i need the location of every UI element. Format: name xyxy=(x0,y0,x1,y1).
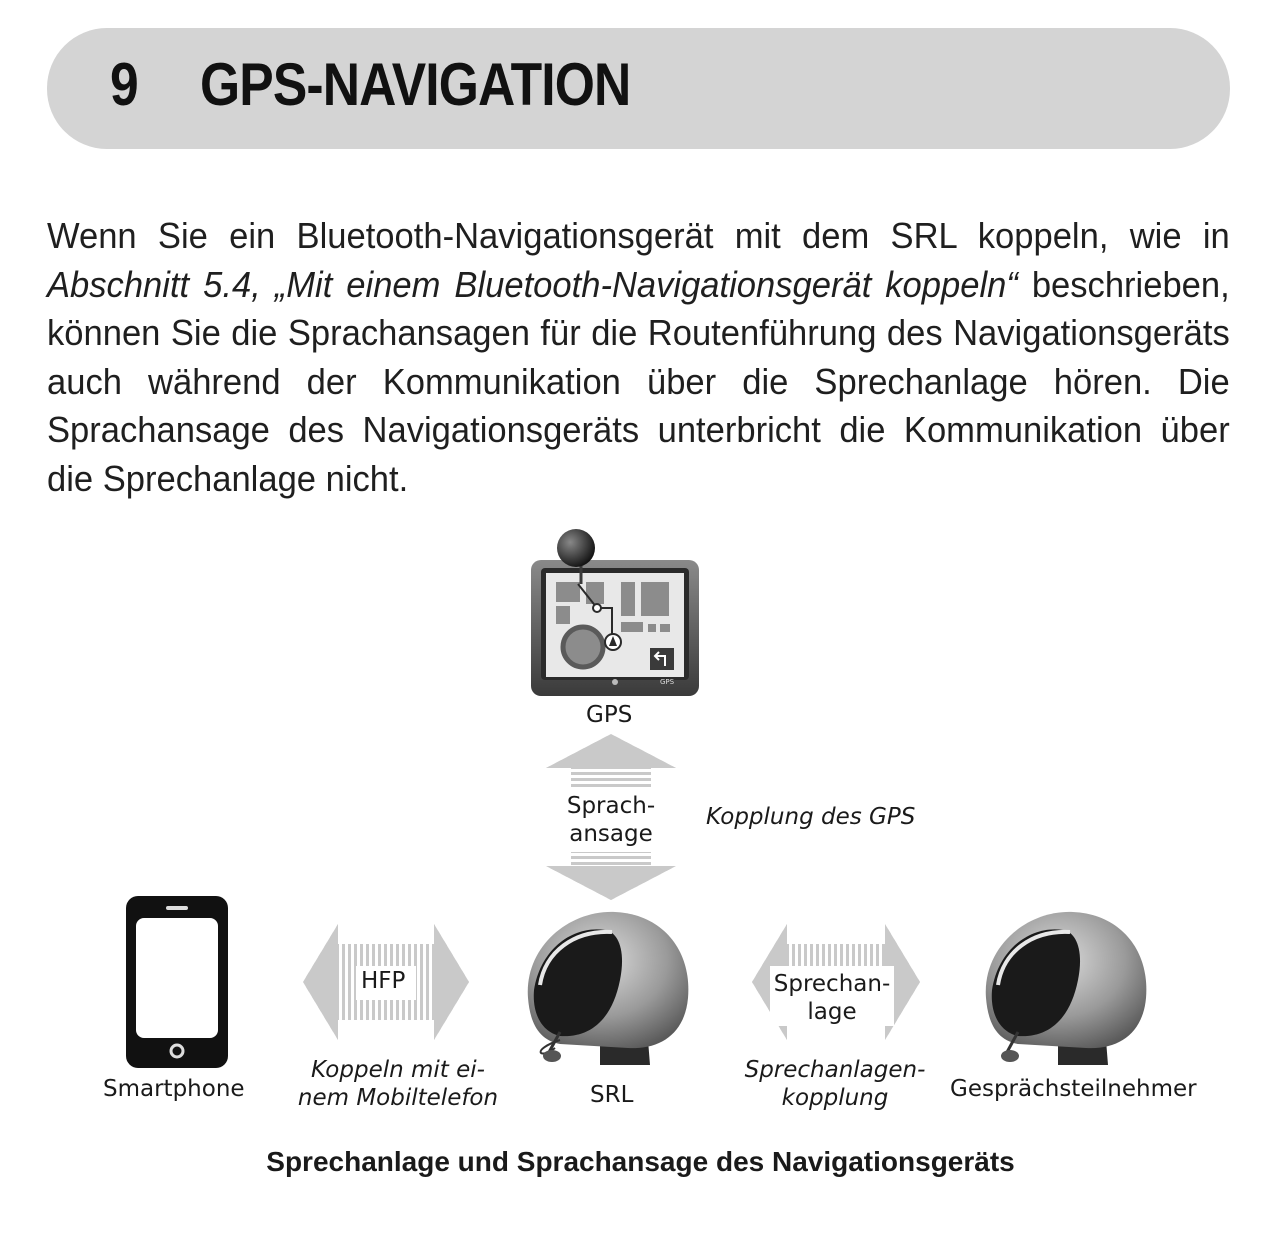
intercom-pairing-line2: kopplung xyxy=(781,1085,889,1111)
srl-helmet-icon xyxy=(528,912,689,1065)
chapter-number: 9 xyxy=(110,51,138,118)
gps-screen-label: GPS xyxy=(660,678,675,686)
voice-prompt-label xyxy=(560,792,662,848)
phone-pairing-line1: Koppeln mit ei- xyxy=(311,1057,485,1083)
intercom-line1: Sprechan- xyxy=(773,971,891,997)
intercom-pairing-line1: Sprechanlagen- xyxy=(744,1057,926,1083)
voice-prompt-line2: ansage xyxy=(569,821,653,847)
chapter-title: GPS-NAVIGATION xyxy=(200,51,631,118)
gps-device-icon xyxy=(531,529,699,696)
figure-caption: Sprechanlage und Sprachansage des Navigationsgeräts xyxy=(266,1146,1015,1177)
gps-diagram xyxy=(0,520,1281,1140)
hfp-label: HFP xyxy=(361,968,406,994)
participant-label: Gesprächsteilnehmer xyxy=(950,1076,1197,1102)
participant-helmet-icon xyxy=(986,912,1147,1065)
voice-prompt-line1: Sprach- xyxy=(566,793,656,819)
intercom-label xyxy=(764,970,900,1026)
intro-text-after: beschrieben, können Sie die Sprachansagen für die Routenführung des Navigationsgeräts auch während der Kommunikation über die Sprechanlage hören. Die Sprachansage des Navigationsgeräts unterbricht die Kommunikation über die Sprechanlage nicht. xyxy=(47,263,1230,499)
section-reference: Abschnitt 5.4, „Mit einem Bluetooth-Navigationsgerät koppeln“ xyxy=(47,263,1018,305)
smartphone-icon xyxy=(126,896,228,1068)
gps-label: GPS xyxy=(586,702,633,728)
phone-pairing-line2: nem Mobiltelefon xyxy=(297,1085,499,1111)
intro-paragraph xyxy=(47,212,1230,503)
gps-pairing-label: Kopplung des GPS xyxy=(706,804,916,830)
intro-text-before: Wenn Sie ein Bluetooth-Navigationsgerät mit dem SRL koppeln, wie in xyxy=(47,215,1230,256)
srl-label: SRL xyxy=(590,1082,634,1108)
intercom-line2: lage xyxy=(807,999,857,1025)
intercom-pairing-label xyxy=(728,1056,942,1112)
phone-pairing-label xyxy=(288,1056,508,1112)
smartphone-label: Smartphone xyxy=(103,1076,245,1102)
